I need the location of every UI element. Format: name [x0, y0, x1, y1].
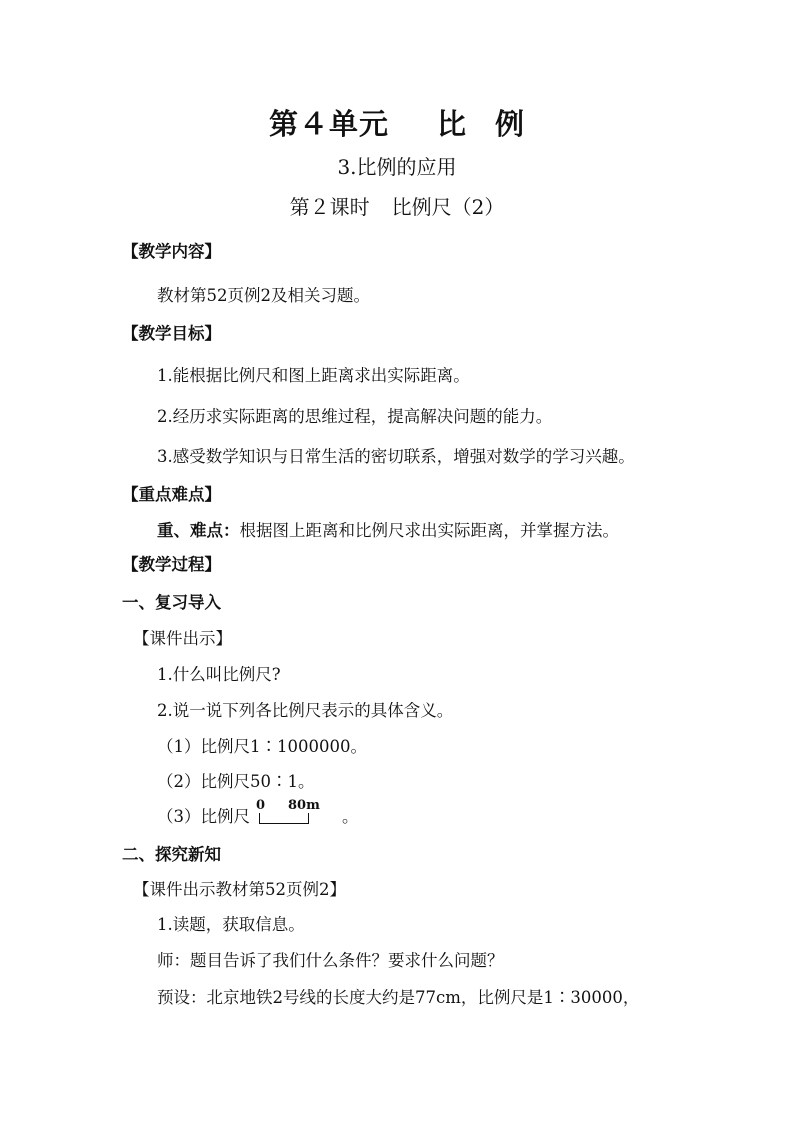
lesson-number: 第２课时 — [289, 195, 370, 219]
teacher-question: 师：题目告诉了我们什么条件？要求什么问题？ — [157, 951, 504, 970]
scale-end-label: 80m — [288, 798, 320, 813]
scale-item-3-prefix: （3）比例尺 — [157, 807, 250, 826]
unit-title-word-2: 例 — [495, 107, 526, 141]
review-question-1: 1.什么叫比例尺? — [157, 665, 281, 684]
teaching-process-heading: 【教学过程】 — [122, 555, 221, 574]
courseware-example-label: 【课件出示教材第52页例2】 — [133, 880, 346, 899]
scale-item-2: （2）比例尺50∶1。 — [157, 772, 315, 791]
scale-bar — [259, 813, 309, 824]
scale-item-3 — [157, 798, 359, 827]
key-points-text — [157, 517, 619, 541]
step-1: 1.读题，获取信息。 — [157, 915, 305, 934]
preset-answer: 预设：北京地铁2号线的长度大约是77cm，比例尺是1∶30000， — [157, 988, 640, 1007]
review-question-2: 2.说一说下列各比例尺表示的具体含义。 — [157, 701, 454, 720]
key-points-label: 重、难点： — [157, 521, 240, 540]
scale-item-1: （1）比例尺1∶1000000。 — [157, 737, 367, 756]
explore-heading: 二、探究新知 — [122, 845, 221, 864]
teaching-objectives-heading: 【教学目标】 — [122, 324, 221, 343]
objective-item: 1.能根据比例尺和图上距离求出实际距离。 — [157, 366, 470, 385]
teaching-content-heading: 【教学内容】 — [122, 242, 221, 261]
unit-title-word-1: 比 — [436, 107, 467, 141]
lesson-name: 比例尺（2） — [391, 195, 505, 219]
objective-item: 2.经历求实际距离的思维过程，提高解决问题的能力。 — [157, 407, 553, 426]
courseware-label: 【课件出示】 — [133, 629, 232, 648]
line-scale-graphic — [250, 798, 342, 827]
scale-item-3-suffix: 。 — [342, 807, 359, 826]
section-title: 3.比例的应用 — [337, 155, 457, 179]
teaching-content-text: 教材第52页例2及相关习题。 — [157, 286, 370, 305]
key-points-heading: 【重点难点】 — [122, 485, 221, 504]
scale-zero-label: 0 — [256, 798, 266, 813]
objective-item: 3.感受数学知识与日常生活的密切联系，增强对数学的学习兴趣。 — [157, 447, 635, 466]
key-points-body: 根据图上距离和比例尺求出实际距离，并掌握方法。 — [239, 521, 619, 540]
unit-number: 第４单元 — [268, 107, 389, 141]
unit-title — [0, 102, 794, 143]
review-intro-heading: 一、复习导入 — [122, 593, 221, 612]
lesson-title — [0, 191, 794, 220]
